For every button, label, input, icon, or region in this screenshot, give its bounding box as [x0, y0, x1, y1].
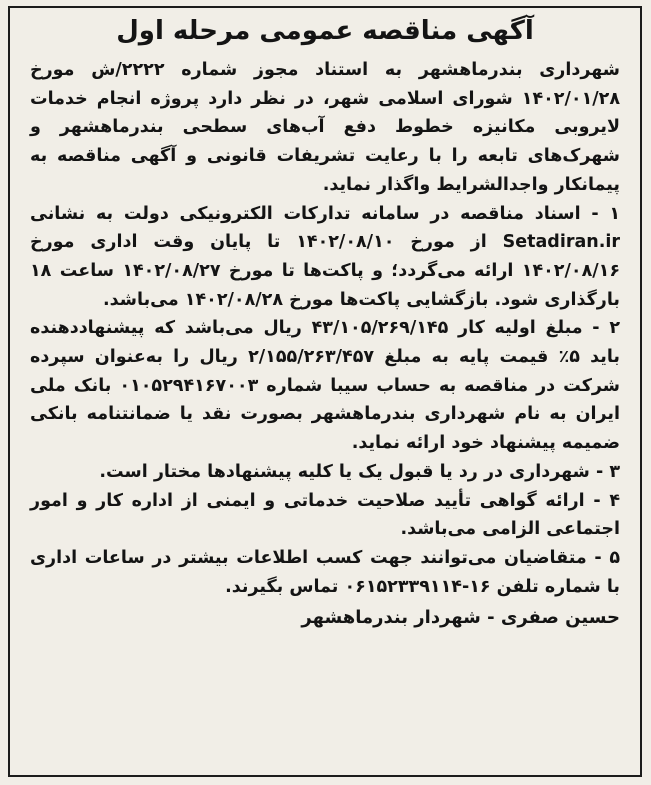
- notice-frame: [8, 6, 642, 777]
- notice-item-4: ۴ - ارائه گواهی تأیید صلاحیت خدماتی و ایمنی از اداره کار و امور اجتماعی الزامی می‌باشد.: [30, 490, 620, 540]
- notice-signature: حسین صفری - شهردار بندرماهشهر: [301, 607, 620, 629]
- notice-item-2: ۲ - مبلغ اولیه کار ۴۳/۱۰۵/۲۶۹/۱۴۵ ریال می‌باشد که پیشنهاددهنده باید ۵٪ قیمت پایه به مبلغ ۲/۱۵۵/۲۶۳/۴۵۷ ریال را به‌عنوان سپرده شرکت در مناقصه به حساب سیبا شماره ۰۱۰۵۲۹۴۱۶۷۰۰۳ بانک ملی ایران به نام شهرداری بندرماهشهر بصورت نقد یا ضمانتنامه بانکی ضمیمه پیشنهاد خود ارائه نماید.: [30, 318, 621, 454]
- notice-item-1: ۱ - اسناد مناقصه در سامانه تدارکات الکترونیکی دولت به نشانی Setadiran.ir از مورخ ۱۴۰۲/۰۸/۱۰ تا پایان وقت اداری مورخ ۱۴۰۲/۰۸/۱۶ ارائه می‌گردد؛ و پاکت‌ها تا مورخ ۱۴۰۲/۰۸/۲۷ ساعت ۱۸ بارگذاری شود. بازگشایی پاکت‌ها مورخ ۱۴۰۲/۰۸/۲۸ می‌باشد.: [30, 203, 620, 310]
- notice-body: [30, 56, 620, 633]
- notice-item-3: ۳ - شهرداری در رد یا قبول یک یا کلیه پیشنهادها مختار است.: [99, 461, 620, 482]
- notice-item-5: ۵ - متقاضیان می‌توانند جهت کسب اطلاعات بیشتر در ساعات اداری با شماره تلفن ۱۶-۰۶۱۵۲۳۳۹۱۱۴ تماس بگیرند.: [30, 547, 620, 597]
- notice-intro: شهرداری بندرماهشهر به استناد مجوز شماره ۲۲۲۲/ش مورخ ۱۴۰۲/۰۱/۲۸ شورای اسلامی شهر، در نظر دارد پروژه انجام خدمات لایروبی مکانیزه خطوط دفع آب‌های سطحی بندرماهشهر و شهرک‌های تابعه را با رعایت تشریفات قانونی و آگهی مناقصه به پیمانکار واجدالشرایط واگذار نماید.: [30, 60, 620, 195]
- notice-title: آگهی مناقصه عمومی مرحله اول: [116, 16, 534, 46]
